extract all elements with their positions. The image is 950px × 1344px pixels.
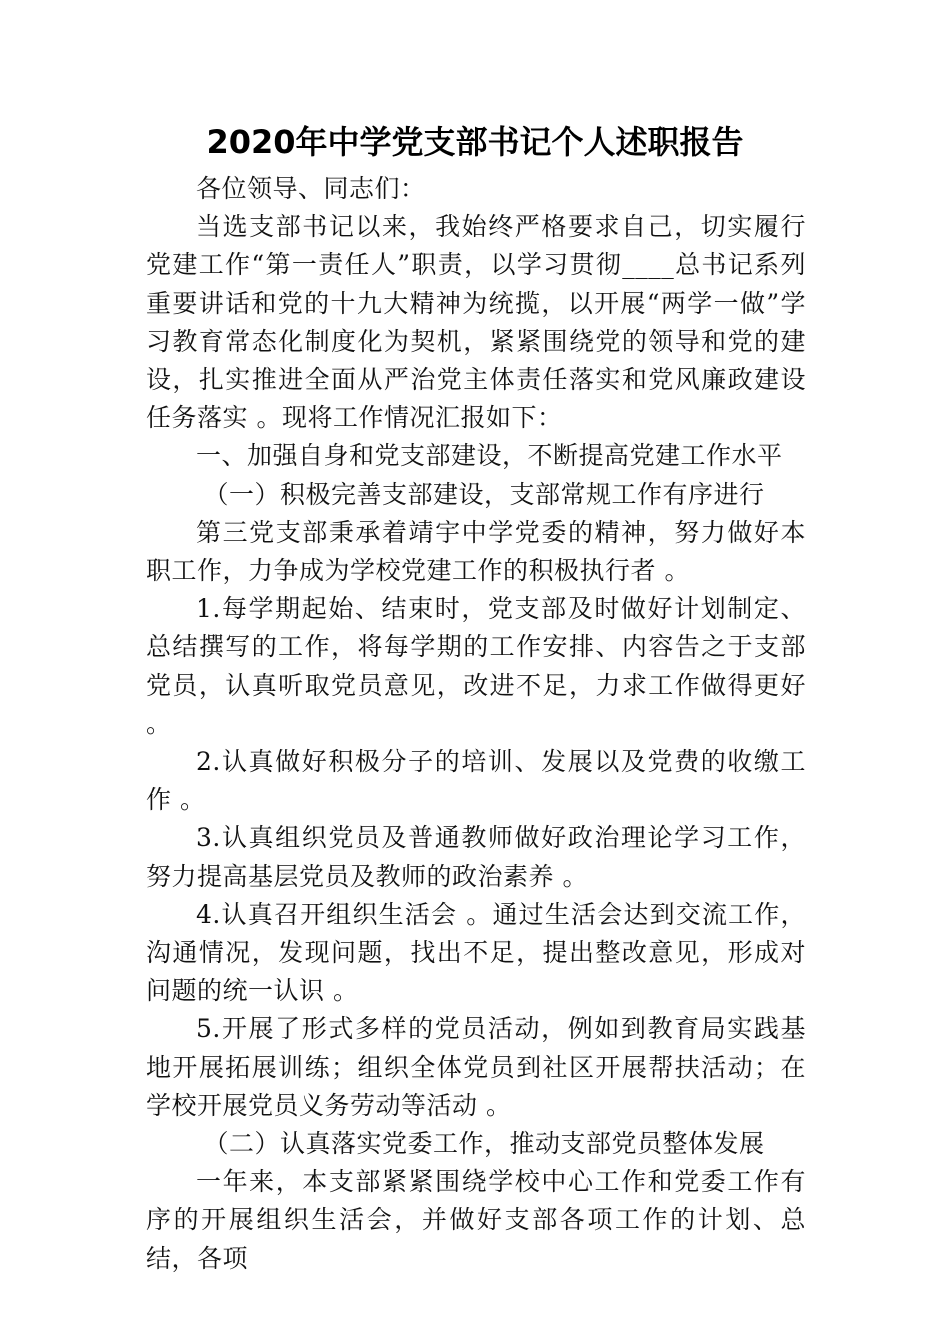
list-item-4: 4.认真召开组织生活会 。通过生活会达到交流工作，沟通情况，发现问题，找出不足，提出整改意见，形成对问题的统一认识 。 [146,899,806,1006]
list-item-2: 2.认真做好积极分子的培训、发展以及党费的收缴工作 。 [146,747,806,815]
subsection-heading-1: （一）积极完善支部建设，支部常规工作有序进行 [203,479,765,509]
paragraph-branch: 第三党支部秉承着靖宇中学党委的精神，努力做好本职工作，力争成为学校党建工作的积极执行者 。 [146,517,806,586]
paragraph-year-review: 一年来，本支部紧紧围绕学校中心工作和党委工作有序的开展组织生活会，并做好支部各项工作的计划、总结，各项 [146,1167,806,1273]
paragraph-intro: 当选支部书记以来，我始终严格要求自己，切实履行党建工作“第一责任人”职责，以学习贯彻____总书记系列重要讲话和党的十九大精神为统揽，以开展“两学一做”学习教育常态化制度化为契机，紧紧围绕党的领导和党的建设，扎实推进全面从严治党主体责任落实和党风廉政建设任务落实 。现将工作情况汇报如下： [146,212,806,433]
list-item-5: 5.开展了形式多样的党员活动，例如到教育局实践基地开展拓展训练；组织全体党员到社区开展帮扶活动；在学校开展党员义务劳动等活动 。 [146,1014,806,1120]
section-heading-1: 一、加强自身和党支部建设，不断提高党建工作水平 [196,441,783,471]
subsection-heading-2: （二）认真落实党委工作，推动支部党员整体发展 [203,1129,765,1159]
document-title: 2020年中学党支部书记个人述职报告 [206,123,744,161]
list-item-3: 3.认真组织党员及普通教师做好政治理论学习工作，努力提高基层党员及教师的政治素养 。 [146,823,806,891]
list-item-1: 1.每学期起始、结束时，党支部及时做好计划制定、总结撰写的工作，将每学期的工作安排、内容告之于支部党员，认真听取党员意见，改进不足，力求工作做得更好 。 [146,594,806,738]
salutation: 各位领导、同志们： [196,174,426,203]
document-body [146,170,806,1278]
